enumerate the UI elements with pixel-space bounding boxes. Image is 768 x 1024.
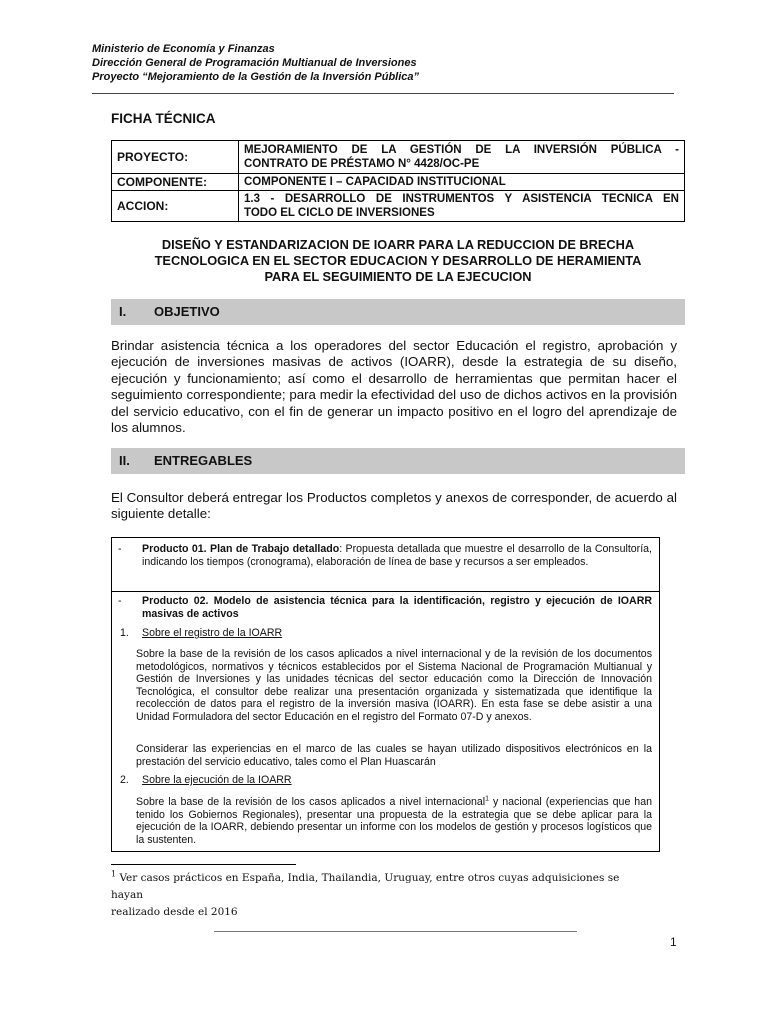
- footnote-text-1: Ver casos prácticos en España, India, Thailandia, Uruguay, entre otros cuyas adquisiciones se hayan: [111, 872, 620, 901]
- objetivo-paragraph: Brindar asistencia técnica a los operadores del sector Educación el registro, aprobación y ejecución de inversiones masivas de activos (IOARR), desde la estrategia de su diseño, ejecución y funcionamiento; así como el desarrollo de herramientas que permitan hacer el seguimiento correspondiente; para medir la efectividad del uso de dichos activos en la provisión del servicio educativo, con el fin de generar un impacto positivo en el logro del aprendizaje de los alumnos.: [111, 338, 677, 436]
- product-01-text: [142, 543, 652, 568]
- document-title-line1: DISEÑO Y ESTANDARIZACION DE IOARR PARA LA REDUCCION DE BRECHA: [161, 237, 635, 252]
- accion-label: ACCION:: [112, 191, 239, 222]
- section-title: ENTREGABLES: [154, 453, 253, 468]
- section-heading-entregables: [111, 448, 685, 474]
- document-header: [92, 42, 419, 84]
- document-title-line3: PARA EL SEGUIMIENTO DE LA EJECUCION: [264, 269, 532, 284]
- proyecto-label: PROYECTO:: [112, 141, 239, 174]
- row-divider: [112, 591, 659, 592]
- accion-value: [239, 191, 685, 222]
- bullet-dash: -: [118, 595, 122, 607]
- header-ministry: Ministerio de Economía y Finanzas: [92, 43, 275, 55]
- footnote-line2: realizado desde el 2016: [111, 906, 238, 918]
- info-row-accion: [112, 191, 685, 222]
- info-row-proyecto: [112, 141, 685, 174]
- footnote-divider: [111, 864, 296, 865]
- subitem-label: Sobre la ejecución de la IOARR: [142, 774, 292, 786]
- registro-paragraph-1: Sobre la base de la revisión de los casos aplicados a nivel internacional y de la revisión de los documentos metodológicos, normativos y técnicos establecidos por el Sistema Nacional de Programación Multianual y Gestión de Inversiones y las unidades técnicas del sector educación como la Dirección de Innovación Tecnológica, el consultor debe realizar una presentación organizada y sistematizada que identifique la recolección de datos para el registro de la inversión masiva (IOARR). En esta fase se debe asistir a una Unidad Formuladora del sector Educación en el registro del Formato 07-D y anexos.: [136, 648, 652, 723]
- header-divider: [92, 93, 674, 94]
- proyecto-value-line1: MEJORAMIENTO DE LA GESTIÓN DE LA INVERSIÓN PÚBLICA -: [244, 144, 679, 156]
- accion-value-line2: TODO EL CICLO DE INVERSIONES: [244, 207, 435, 219]
- product-01-title: Producto 01. Plan de Trabajo detallado: [142, 543, 340, 555]
- bullet-dash: -: [118, 543, 122, 555]
- registro-paragraph-2: Considerar las experiencias en el marco de las cuales se hayan utilizado dispositivos electrónicos en la prestación del servicio educativo, tales como el Plan Huascarán: [136, 743, 652, 768]
- document-title: [111, 237, 685, 285]
- section-title: OBJETIVO: [154, 304, 220, 319]
- footnote: [111, 870, 651, 921]
- ficha-title: FICHA TÉCNICA: [111, 111, 216, 126]
- section-number: II.: [119, 453, 130, 468]
- ejecucion-paragraph: [136, 796, 652, 846]
- info-row-componente: [112, 174, 685, 191]
- componente-value: COMPONENTE I – CAPACIDAD INSTITUCIONAL: [239, 174, 685, 191]
- footnote-reference[interactable]: 1: [485, 795, 490, 803]
- componente-label: COMPONENTE:: [112, 174, 239, 191]
- accion-value-line1: 1.3 - DESARROLLO DE INSTRUMENTOS Y ASISTENCIA TECNICA EN: [244, 193, 679, 205]
- document-title-line2: TECNOLOGICA EN EL SECTOR EDUCACION Y DESARROLLO DE HERAMIENTA: [154, 253, 642, 268]
- product-02-title: Producto 02. Modelo de asistencia técnica para la identificación, registro y ejecución de IOARR masivas de activos: [142, 595, 652, 620]
- subitem-number: 2.: [120, 774, 129, 786]
- section-heading-objetivo: [111, 299, 685, 325]
- proyecto-value: [239, 141, 685, 174]
- ejecucion-text-b: y nacional (experiencias que han tenido los Gobiernos Regionales), presentar una propuesta de la estrategia que se debe aplicar para la ejecución de la IOARR, debiendo presentar un informe con los modelos de gestión y procesos logísticos que la sustenten.: [136, 796, 652, 846]
- product-01-description: : Propuesta detallada que muestre el desarrollo de la Consultoría, indicando los tiempos (cronograma), elaboración de línea de base y recursos a ser empleados.: [142, 543, 652, 568]
- header-project: Proyecto “Mejoramiento de la Gestión de la Inversión Pública”: [92, 71, 420, 83]
- footer-divider: [214, 931, 577, 932]
- subitem-label: Sobre el registro de la IOARR: [142, 627, 283, 639]
- subitem-number: 1.: [120, 627, 129, 639]
- footnote-marker: 1: [111, 869, 117, 879]
- footnote-line1: [111, 870, 651, 904]
- deliverables-box: [111, 537, 660, 852]
- ejecucion-text-a: Sobre la base de la revisión de los casos aplicados a nivel internacional: [136, 796, 486, 808]
- info-table: [111, 140, 685, 222]
- header-direction: Dirección General de Programación Multianual de Inversiones: [92, 57, 417, 69]
- page-number: 1: [670, 935, 677, 949]
- proyecto-value-line2: CONTRATO DE PRÉSTAMO N° 4428/OC-PE: [244, 158, 480, 170]
- entregables-paragraph: El Consultor deberá entregar los Productos completos y anexos de corresponder, de acuerdo al siguiente detalle:: [111, 490, 677, 522]
- section-number: I.: [119, 304, 127, 319]
